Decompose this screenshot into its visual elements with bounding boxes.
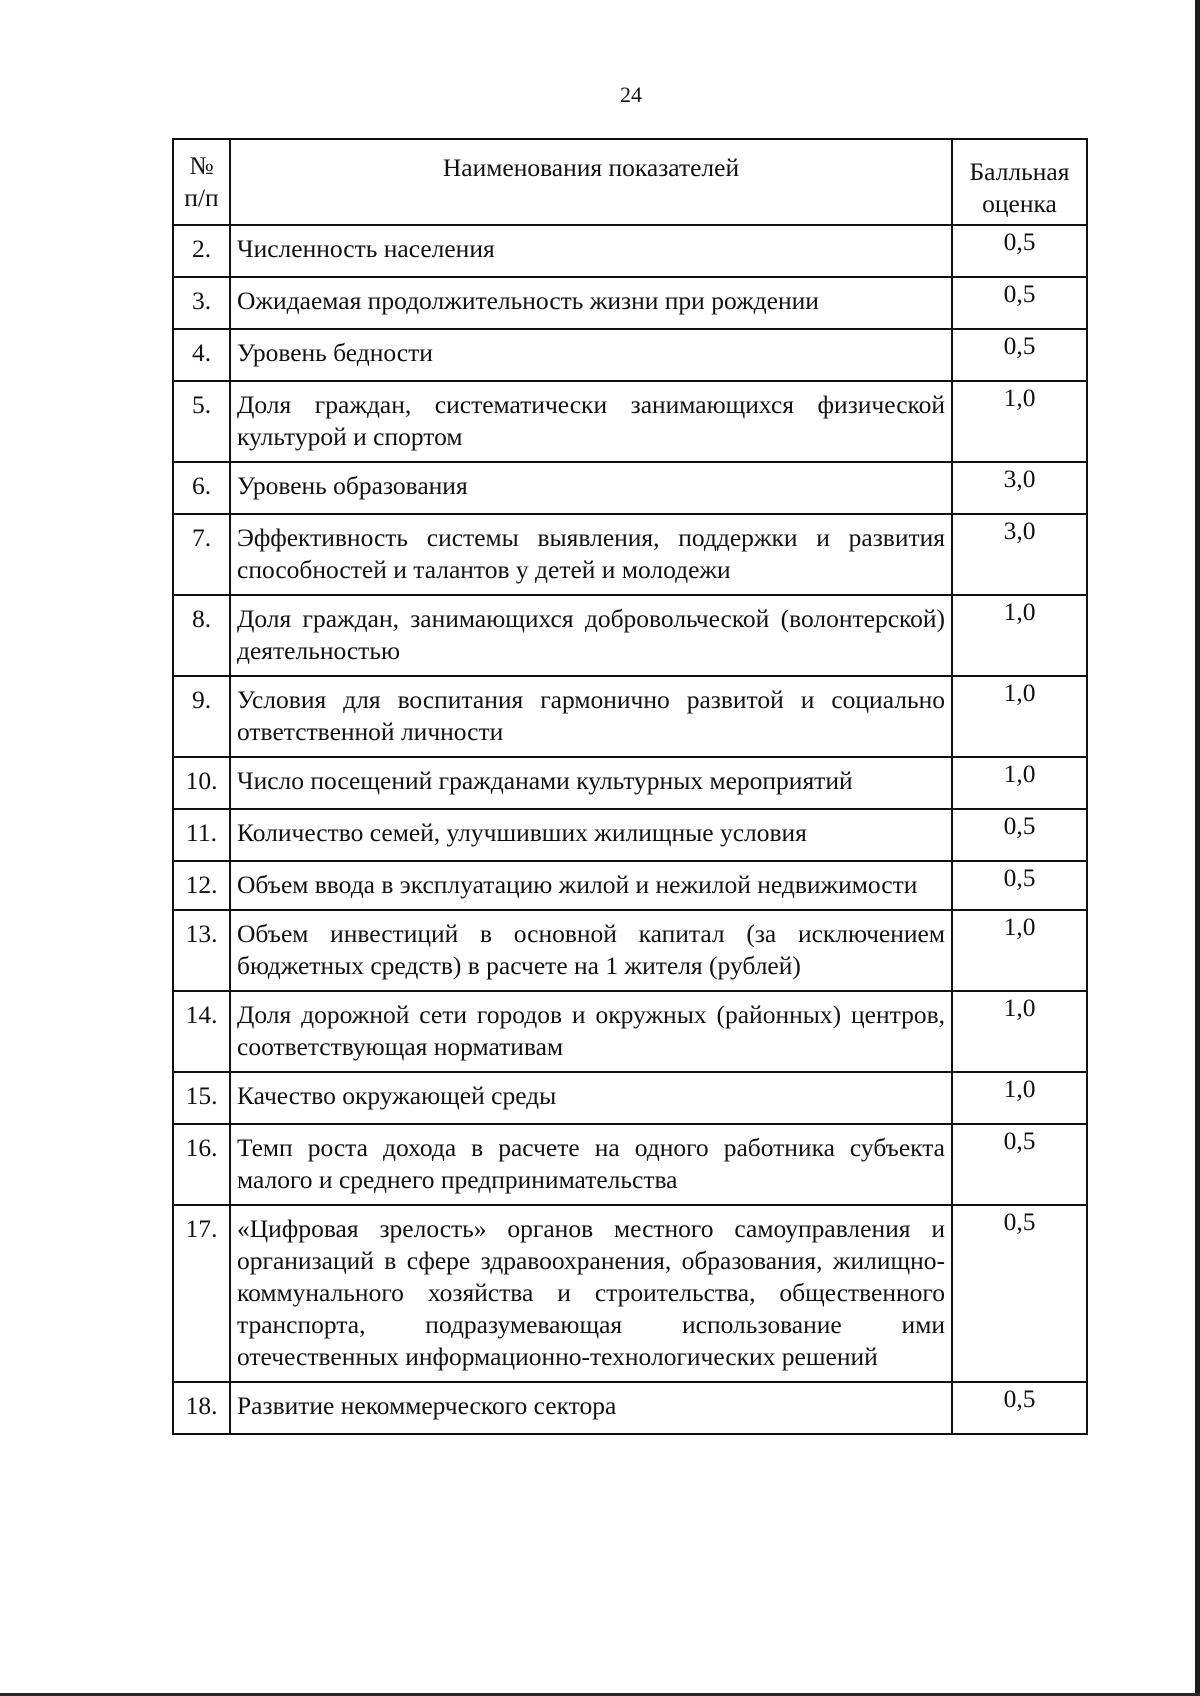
row-score: 0,5: [952, 809, 1087, 861]
row-indicator-name: Уровень образования: [230, 462, 952, 514]
row-score: 1,0: [952, 595, 1087, 676]
table-header-row: [173, 139, 1087, 225]
table-row: [173, 277, 1087, 329]
row-score: 0,5: [952, 1382, 1087, 1434]
table-row: [173, 757, 1087, 809]
row-score: 0,5: [952, 1124, 1087, 1205]
row-number: 11.: [173, 809, 230, 861]
row-number: 5.: [173, 381, 230, 462]
table-row: [173, 861, 1087, 910]
row-indicator-name: Численность населения: [230, 225, 952, 277]
row-number: 3.: [173, 277, 230, 329]
table-row: [173, 462, 1087, 514]
header-name: Наименования показателей: [230, 139, 952, 225]
table-row: [173, 1124, 1087, 1205]
row-score: 1,0: [952, 757, 1087, 809]
row-indicator-name: Количество семей, улучшивших жилищные условия: [230, 809, 952, 861]
table-row: [173, 910, 1087, 991]
row-number: 4.: [173, 329, 230, 381]
row-score: 1,0: [952, 910, 1087, 991]
row-indicator-name: Доля дорожной сети городов и окружных (районных) центров, соответствующая нормативам: [230, 991, 952, 1072]
row-number: 2.: [173, 225, 230, 277]
row-number: 15.: [173, 1072, 230, 1124]
row-number: 17.: [173, 1205, 230, 1382]
row-number: 8.: [173, 595, 230, 676]
table-row: [173, 329, 1087, 381]
row-score: 3,0: [952, 514, 1087, 595]
header-number: № п/п: [173, 139, 230, 225]
row-score: 1,0: [952, 381, 1087, 462]
row-number: 14.: [173, 991, 230, 1072]
row-indicator-name: Объем ввода в эксплуатацию жилой и нежилой недвижимости: [230, 861, 952, 910]
row-indicator-name: Доля граждан, систематически занимающихся физической культурой и спортом: [230, 381, 952, 462]
row-number: 10.: [173, 757, 230, 809]
row-indicator-name: Уровень бедности: [230, 329, 952, 381]
row-number: 6.: [173, 462, 230, 514]
row-number: 16.: [173, 1124, 230, 1205]
row-score: 0,5: [952, 225, 1087, 277]
row-indicator-name: Число посещений гражданами культурных мероприятий: [230, 757, 952, 809]
table-row: [173, 225, 1087, 277]
row-indicator-name: Доля граждан, занимающихся добровольческой (волонтерской) деятельностью: [230, 595, 952, 676]
row-indicator-name: Условия для воспитания гармонично развитой и социально ответственной личности: [230, 676, 952, 757]
page-number: 24: [620, 82, 642, 107]
table-row: [173, 1382, 1087, 1434]
row-score: 1,0: [952, 676, 1087, 757]
row-number: 18.: [173, 1382, 230, 1434]
row-score: 0,5: [952, 861, 1087, 910]
row-indicator-name: Объем инвестиций в основной капитал (за исключением бюджетных средств) в расчете на 1 жителя (рублей): [230, 910, 952, 991]
scan-edge-right: [1195, 0, 1200, 1696]
row-number: 13.: [173, 910, 230, 991]
table-row: [173, 1205, 1087, 1382]
row-score: 1,0: [952, 1072, 1087, 1124]
table-row: [173, 991, 1087, 1072]
table-row: [173, 676, 1087, 757]
row-indicator-name: Темп роста дохода в расчете на одного работника субъекта малого и среднего предпринимательства: [230, 1124, 952, 1205]
row-indicator-name: «Цифровая зрелость» органов местного самоуправления и организаций в сфере здравоохранения, образования, жилищно-коммунального хозяйства и строительства, общественного транспорта, подразумевающая использование ими отечественных информационно-технологических решений: [230, 1205, 952, 1382]
row-score: 0,5: [952, 277, 1087, 329]
row-number: 12.: [173, 861, 230, 910]
row-score: 0,5: [952, 1205, 1087, 1382]
row-number: 9.: [173, 676, 230, 757]
row-indicator-name: Эффективность системы выявления, поддержки и развития способностей и талантов у детей и молодежи: [230, 514, 952, 595]
table-row: [173, 595, 1087, 676]
row-number: 7.: [173, 514, 230, 595]
indicators-table: [172, 138, 1088, 1435]
table-row: [173, 1072, 1087, 1124]
table-row: [173, 809, 1087, 861]
table-row: [173, 514, 1087, 595]
header-score: Балльная оценка: [952, 139, 1087, 225]
row-score: 0,5: [952, 329, 1087, 381]
row-score: 1,0: [952, 991, 1087, 1072]
row-indicator-name: Развитие некоммерческого сектора: [230, 1382, 952, 1434]
row-indicator-name: Качество окружающей среды: [230, 1072, 952, 1124]
row-indicator-name: Ожидаемая продолжительность жизни при рождении: [230, 277, 952, 329]
table-row: [173, 381, 1087, 462]
row-score: 3,0: [952, 462, 1087, 514]
